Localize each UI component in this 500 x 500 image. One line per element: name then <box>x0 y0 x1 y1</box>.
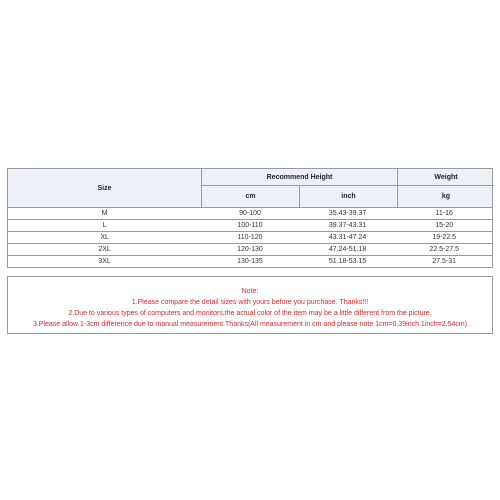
note-line: 1.Please compare the detail sizes with yours before you purchase. Thanks!!! <box>131 299 369 306</box>
inch-subheader: inch <box>300 186 398 207</box>
cm-cell: 130-135 <box>237 258 263 265</box>
cm-cell: 110-120 <box>237 234 263 241</box>
kg-cell: 27.5-31 <box>432 258 457 265</box>
table-row <box>8 208 492 220</box>
kg-cell: 15-20 <box>435 222 454 229</box>
size-column-header: Size <box>8 169 202 207</box>
note-title: Note: <box>241 288 259 295</box>
size-cell: L <box>102 222 107 229</box>
table-row <box>8 232 492 244</box>
cm-cell: 100-110 <box>237 222 263 229</box>
kg-cell: 19-22.5 <box>432 234 457 241</box>
size-cell: 2XL <box>98 246 111 253</box>
inch-cell: 35.43-39.37 <box>328 210 367 217</box>
note-line: 3.Please allow 1-3cm difference due to manual measurement.Thanks(All measurement in cm and please note 1cm=0.39inch 1inch=2.54cm) <box>32 321 468 328</box>
inch-cell: 51.18-53.15 <box>328 258 367 265</box>
cm-cell: 120-130 <box>237 246 263 253</box>
table-row <box>8 220 492 232</box>
cm-cell: 90-100 <box>239 210 261 217</box>
recommend-height-header: Recommend Height <box>202 169 398 186</box>
table-row <box>8 256 492 267</box>
kg-subheader: kg <box>441 193 451 200</box>
inch-cell: 43.31-47.24 <box>328 234 367 241</box>
size-cell: 3XL <box>98 258 111 265</box>
note-line: 2.Due to various types of computers and monitors,the actual color of the item may be a little different from the picture. <box>68 310 432 317</box>
size-cell: XL <box>100 234 109 241</box>
weight-header: Weight <box>398 169 494 186</box>
table-header <box>8 169 492 208</box>
notes-box <box>7 276 493 334</box>
cm-subheader: cm <box>202 186 300 207</box>
inch-cell: 47.24-51.18 <box>328 246 367 253</box>
table-row <box>8 244 492 256</box>
kg-cell: 11-16 <box>435 210 453 217</box>
size-chart-table <box>7 168 493 268</box>
size-cell: M <box>101 210 108 217</box>
kg-cell: 22.5-27.5 <box>429 246 459 253</box>
inch-cell: 39.37-43.31 <box>328 222 367 229</box>
